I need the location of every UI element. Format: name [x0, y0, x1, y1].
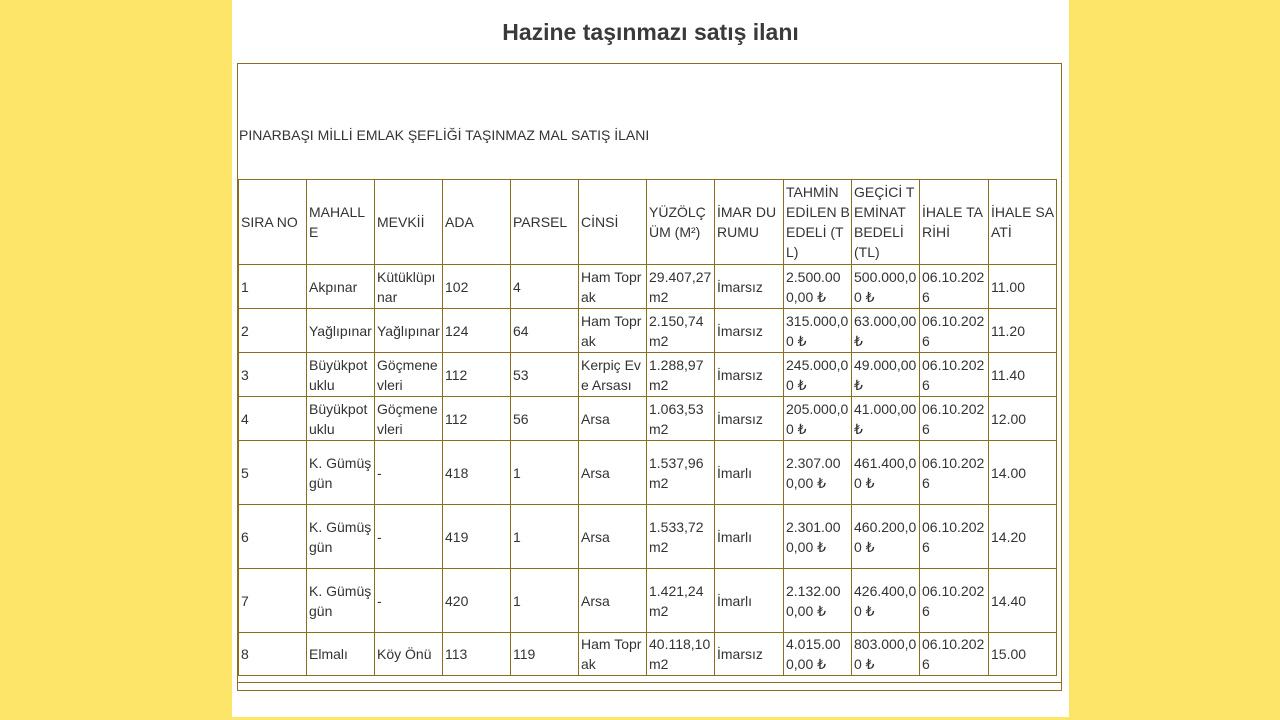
cell-cinsi: Arsa: [579, 397, 647, 441]
header-sira-no: SIRA NO: [239, 180, 307, 265]
cell-sira-no: 6: [239, 505, 307, 569]
cell-yuzolcum: 1.063,53 m2: [647, 397, 715, 441]
cell-ada: 112: [443, 353, 511, 397]
cell-mahalle: K. Gümüşgün: [307, 441, 375, 505]
cell-ihale-tarihi: 06.10.2026: [920, 353, 989, 397]
cell-sira-no: 1: [239, 265, 307, 309]
cell-cinsi: Arsa: [579, 569, 647, 633]
cell-parsel: 4: [511, 265, 579, 309]
cell-imar-durumu: İmarsız: [715, 633, 784, 676]
cell-ihale-saati: 11.00: [989, 265, 1057, 309]
cell-ihale-saati: 14.40: [989, 569, 1057, 633]
cell-ihale-saati: 12.00: [989, 397, 1057, 441]
table-row: [239, 569, 1057, 633]
cell-sira-no: 7: [239, 569, 307, 633]
cell-mevkii: -: [375, 441, 443, 505]
cell-imar-durumu: İmarsız: [715, 353, 784, 397]
cell-ihale-tarihi: 06.10.2026: [920, 309, 989, 353]
cell-sira-no: 4: [239, 397, 307, 441]
cell-mevkii: Kütüklüpınar: [375, 265, 443, 309]
cell-parsel: 1: [511, 441, 579, 505]
table-row: [239, 309, 1057, 353]
cell-parsel: 64: [511, 309, 579, 353]
cell-mevkii: Göçmenevleri: [375, 397, 443, 441]
cell-gecici-teminat: 803.000,00 ₺: [852, 633, 920, 676]
header-parsel: PARSEL: [511, 180, 579, 265]
header-imar-durumu: İMAR DURUMU: [715, 180, 784, 265]
cell-mevkii: -: [375, 505, 443, 569]
cell-cinsi: Ham Toprak: [579, 633, 647, 676]
cell-ihale-tarihi: 06.10.2026: [920, 505, 989, 569]
cell-ada: 124: [443, 309, 511, 353]
cell-imar-durumu: İmarsız: [715, 397, 784, 441]
cell-imar-durumu: İmarlı: [715, 569, 784, 633]
cell-mahalle: Yağlıpınar: [307, 309, 375, 353]
cell-tahmin-bedeli: 315.000,00 ₺: [784, 309, 852, 353]
cell-gecici-teminat: 500.000,00 ₺: [852, 265, 920, 309]
sale-table: [238, 179, 1057, 676]
table-row: [239, 397, 1057, 441]
cell-ada: 102: [443, 265, 511, 309]
cell-yuzolcum: 29.407,27 m2: [647, 265, 715, 309]
cell-tahmin-bedeli: 2.500.000,00 ₺: [784, 265, 852, 309]
cell-gecici-teminat: 41.000,00 ₺: [852, 397, 920, 441]
document-page: [232, 0, 1069, 717]
cell-ihale-tarihi: 06.10.2026: [920, 397, 989, 441]
header-gecici-teminat: GEÇİCİ TEMİNAT BEDELİ (TL): [852, 180, 920, 265]
table-row: [239, 505, 1057, 569]
header-ihale-saati: İHALE SAATİ: [989, 180, 1057, 265]
cell-ihale-tarihi: 06.10.2026: [920, 441, 989, 505]
cell-ada: 113: [443, 633, 511, 676]
cell-ihale-saati: 14.20: [989, 505, 1057, 569]
cell-yuzolcum: 1.421,24 m2: [647, 569, 715, 633]
cell-ihale-tarihi: 06.10.2026: [920, 633, 989, 676]
cell-gecici-teminat: 49.000,00 ₺: [852, 353, 920, 397]
page-title: Hazine taşınmazı satış ilanı: [502, 19, 799, 45]
cell-mahalle: Akpınar: [307, 265, 375, 309]
cell-sira-no: 2: [239, 309, 307, 353]
table-row: [239, 633, 1057, 676]
cell-parsel: 119: [511, 633, 579, 676]
cell-sira-no: 3: [239, 353, 307, 397]
cell-ihale-tarihi: 06.10.2026: [920, 569, 989, 633]
cell-parsel: 1: [511, 505, 579, 569]
header-cinsi: CİNSİ: [579, 180, 647, 265]
cell-tahmin-bedeli: 2.301.000,00 ₺: [784, 505, 852, 569]
cell-cinsi: Ham Toprak: [579, 265, 647, 309]
cell-gecici-teminat: 426.400,00 ₺: [852, 569, 920, 633]
cell-tahmin-bedeli: 205.000,00 ₺: [784, 397, 852, 441]
cell-yuzolcum: 2.150,74 m2: [647, 309, 715, 353]
cell-imar-durumu: İmarsız: [715, 265, 784, 309]
cell-ihale-saati: 14.00: [989, 441, 1057, 505]
table-row: [239, 353, 1057, 397]
cell-ada: 419: [443, 505, 511, 569]
cell-mahalle: Elmalı: [307, 633, 375, 676]
cell-gecici-teminat: 63.000,00 ₺: [852, 309, 920, 353]
cell-mevkii: Köy Önü: [375, 633, 443, 676]
header-ihale-tarihi: İHALE TARİHİ: [920, 180, 989, 265]
cell-ihale-saati: 15.00: [989, 633, 1057, 676]
header-mahalle: MAHALLE: [307, 180, 375, 265]
cell-ihale-saati: 11.20: [989, 309, 1057, 353]
cell-gecici-teminat: 461.400,00 ₺: [852, 441, 920, 505]
cell-gecici-teminat: 460.200,00 ₺: [852, 505, 920, 569]
table-row: [239, 441, 1057, 505]
announcement-heading: PINARBAŞI MİLLİ EMLAK ŞEFLİĞİ TAŞINMAZ MAL SATIŞ İLANI: [239, 127, 650, 143]
header-tahmin-bedeli: TAHMİN EDİLEN BEDELİ (TL): [784, 180, 852, 265]
cell-ihale-saati: 11.40: [989, 353, 1057, 397]
cell-cinsi: Kerpiç Eve Arsası: [579, 353, 647, 397]
cell-mahalle: K. Gümüşgün: [307, 505, 375, 569]
cell-tahmin-bedeli: 2.132.000,00 ₺: [784, 569, 852, 633]
cell-mevkii: Yağlıpınar: [375, 309, 443, 353]
header-yuzolcum: YÜZÖLÇÜM (M²): [647, 180, 715, 265]
cell-mevkii: -: [375, 569, 443, 633]
table-header-row: [239, 180, 1057, 265]
cell-mahalle: Büyükpotuklu: [307, 397, 375, 441]
cell-imar-durumu: İmarlı: [715, 441, 784, 505]
cell-cinsi: Arsa: [579, 505, 647, 569]
cell-ada: 420: [443, 569, 511, 633]
cell-cinsi: Arsa: [579, 441, 647, 505]
cell-ada: 112: [443, 397, 511, 441]
cell-parsel: 56: [511, 397, 579, 441]
cell-parsel: 53: [511, 353, 579, 397]
table-row: [239, 265, 1057, 309]
cell-yuzolcum: 1.288,97 m2: [647, 353, 715, 397]
cell-mahalle: Büyükpotuklu: [307, 353, 375, 397]
cell-yuzolcum: 1.537,96 m2: [647, 441, 715, 505]
cell-sira-no: 8: [239, 633, 307, 676]
header-mevkii: MEVKİİ: [375, 180, 443, 265]
cell-cinsi: Ham Toprak: [579, 309, 647, 353]
cell-mahalle: K. Gümüşgün: [307, 569, 375, 633]
cell-parsel: 1: [511, 569, 579, 633]
cell-ada: 418: [443, 441, 511, 505]
cell-mevkii: Göçmenevleri: [375, 353, 443, 397]
cell-imar-durumu: İmarsız: [715, 309, 784, 353]
cell-tahmin-bedeli: 245.000,00 ₺: [784, 353, 852, 397]
cell-sira-no: 5: [239, 441, 307, 505]
header-ada: ADA: [443, 180, 511, 265]
cell-yuzolcum: 40.118,10 m2: [647, 633, 715, 676]
cell-yuzolcum: 1.533,72 m2: [647, 505, 715, 569]
cell-imar-durumu: İmarlı: [715, 505, 784, 569]
cell-ihale-tarihi: 06.10.2026: [920, 265, 989, 309]
cell-tahmin-bedeli: 4.015.000,00 ₺: [784, 633, 852, 676]
cell-tahmin-bedeli: 2.307.000,00 ₺: [784, 441, 852, 505]
